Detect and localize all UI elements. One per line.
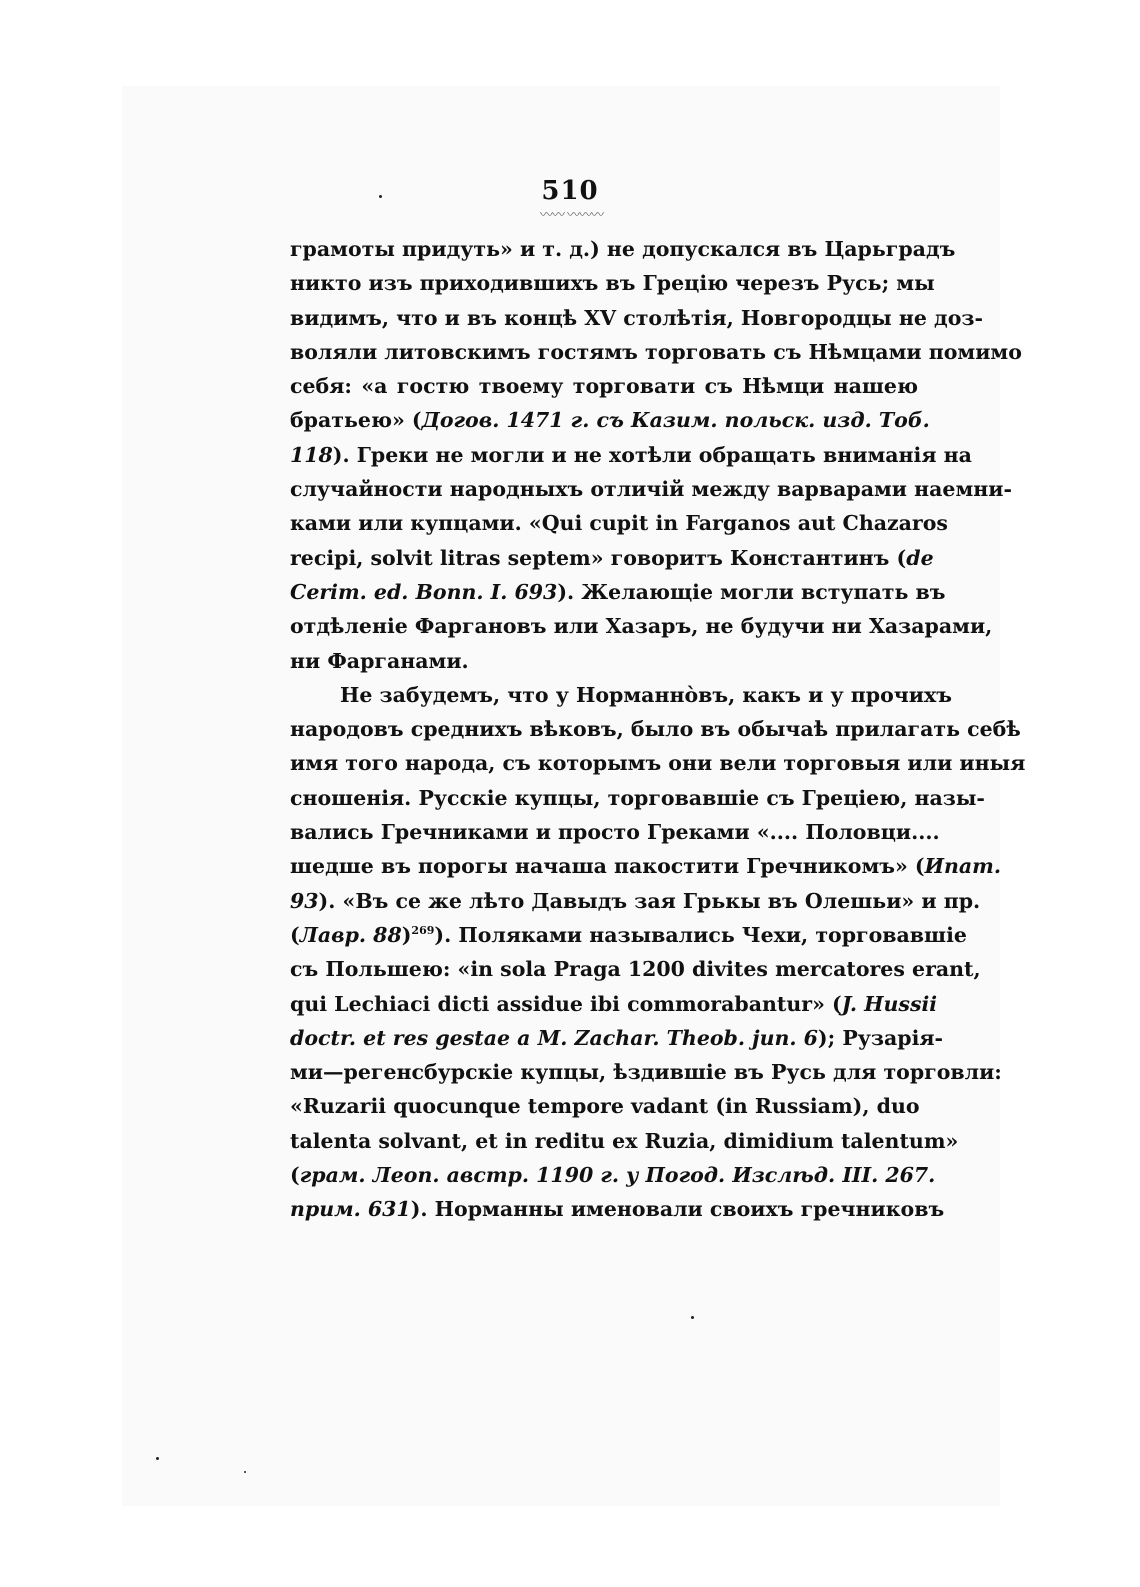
text-line [290, 403, 930, 437]
text-segment: ). «Въ се же лѣто Давыдъ зая Грькы въ Олешьи» и пр. [318, 888, 981, 913]
page-number: 510 [541, 176, 599, 206]
text-line [290, 644, 918, 678]
text-line [290, 918, 967, 952]
ornament-rule: 〰〰 〰〰〰 [540, 208, 604, 223]
text-segment: имя того народа, съ которымъ они вели торговыя или иныя [290, 751, 1026, 776]
text-segment: случайности народныхъ отличій между варварами наемни- [290, 477, 1013, 502]
italic-citation: J. Hussii [841, 991, 938, 1016]
text-segment: ками или купцами. «Qui cupit in Farganos aut Chazaros [290, 511, 948, 536]
ink-speck [379, 195, 382, 198]
text-segment: сношенія. Русскіе купцы, торговавшіе съ Греціею, назы- [290, 785, 985, 810]
italic-citation: прим. 631 [290, 1197, 411, 1222]
text-segment: recipi, solvit litras septem» говоритъ Константинъ ( [290, 545, 907, 570]
text-line [290, 678, 952, 712]
text-line [290, 575, 946, 609]
text-line [290, 335, 1022, 369]
text-line [290, 472, 1013, 506]
italic-citation: Лавр. 88 [299, 922, 402, 947]
text-line [290, 712, 1021, 746]
text-segment: ми—регенсбурскіе купцы, ѣздившіе въ Русь для торговли: [290, 1060, 1002, 1085]
text-segment: братьею» ( [290, 408, 422, 433]
text-segment: ). Норманны именовали своихъ гречниковъ [410, 1197, 945, 1222]
text-segment: грамоты придуть» и т. д.) не допускался въ Царьградъ [290, 237, 956, 261]
text-segment: ). Поляками назывались Чехи, торговавшіе [434, 922, 967, 947]
text-segment: ). Греки не могли и не хотѣли обращать вниманія на [332, 442, 972, 467]
text-segment: шедше въ порогы начаша пакостити Гречникомъ» ( [290, 854, 925, 879]
text-segment: talenta solvant, et in reditu ex Ruzia, dimidium talentum» [290, 1128, 959, 1153]
text-line [290, 301, 983, 335]
text-segment: ( [290, 1163, 300, 1188]
text-line [290, 232, 956, 266]
text-segment: съ Польшею: «in sola Praga 1200 divites mercatores erant, [290, 957, 981, 982]
text-line [290, 1124, 959, 1158]
text-segment: никто изъ приходившихъ въ Грецію черезъ Русь; мы [290, 271, 935, 296]
text-segment: себя: «а гостю твоему торговати съ Нѣмци нашею [290, 374, 918, 399]
text-line [290, 781, 985, 815]
text-segment: Не забудемъ, что у Норманнòвъ, какъ и у прочихъ [340, 682, 952, 707]
text-line [290, 438, 972, 472]
text-line [290, 815, 940, 849]
text-line [290, 369, 918, 403]
text-segment: видимъ, что и въ концѣ XV столѣтія, Новгородцы не доз- [290, 305, 983, 330]
text-line [290, 746, 1026, 780]
ink-speck [244, 1471, 246, 1473]
text-line [290, 1158, 936, 1192]
text-line [290, 1089, 918, 1123]
text-line [290, 1192, 945, 1226]
text-line [290, 609, 993, 643]
italic-citation: Догов. 1471 г. съ Казим. польск. изд. Тоб. [421, 408, 930, 433]
text-line [290, 1055, 1002, 1089]
italic-citation: doctr. et res gestae a M. Zachar. Theob. jun. 6 [290, 1025, 818, 1050]
italic-citation: Cerim. ed. Bonn. I. 693 [290, 579, 558, 604]
ink-speck [691, 1316, 694, 1319]
text-line [290, 987, 938, 1021]
text-line [290, 884, 981, 918]
text-segment: ); Рузарія- [817, 1025, 944, 1050]
text-line [290, 506, 948, 540]
footnote-ref: 269 [411, 924, 435, 938]
text-segment: народовъ среднихъ вѣковъ, было въ обычаѣ прилагать себѣ [290, 717, 1021, 742]
text-segment: «Ruzarii quocunque tempore vadant (in Russiam), duo [290, 1094, 920, 1119]
italic-citation: 118 [290, 442, 333, 467]
text-line [290, 266, 935, 300]
text-segment: ни Фарганами. [290, 648, 469, 673]
text-line [290, 541, 934, 575]
italic-citation: de [906, 545, 934, 570]
text-segment: ). Желающіе могли вступать въ [557, 579, 946, 604]
text-segment: ( [290, 922, 300, 947]
italic-citation: 93 [290, 888, 319, 913]
text-segment: воляли литовскимъ гостямъ торговать съ Нѣмцами помимо [290, 339, 1022, 364]
italic-citation: Ипат. [924, 854, 1002, 879]
text-segment: qui Lechiaci dicti assidue ibi commorabantur» ( [290, 991, 842, 1016]
text-line [290, 849, 1002, 883]
text-line [290, 1021, 944, 1055]
text-segment: вались Гречниками и просто Греками «.... Половци.... [290, 820, 940, 845]
body-text [290, 232, 1026, 1227]
text-segment: отдѣленіе Фаргановъ или Хазаръ, не будучи ни Хазарами, [290, 614, 993, 639]
ink-speck [156, 1457, 159, 1460]
text-segment: ) [401, 922, 412, 947]
text-line [290, 952, 981, 986]
italic-citation: грам. Леоп. австр. 1190 г. у Погод. Изслѣд. III. 267. [299, 1163, 936, 1188]
